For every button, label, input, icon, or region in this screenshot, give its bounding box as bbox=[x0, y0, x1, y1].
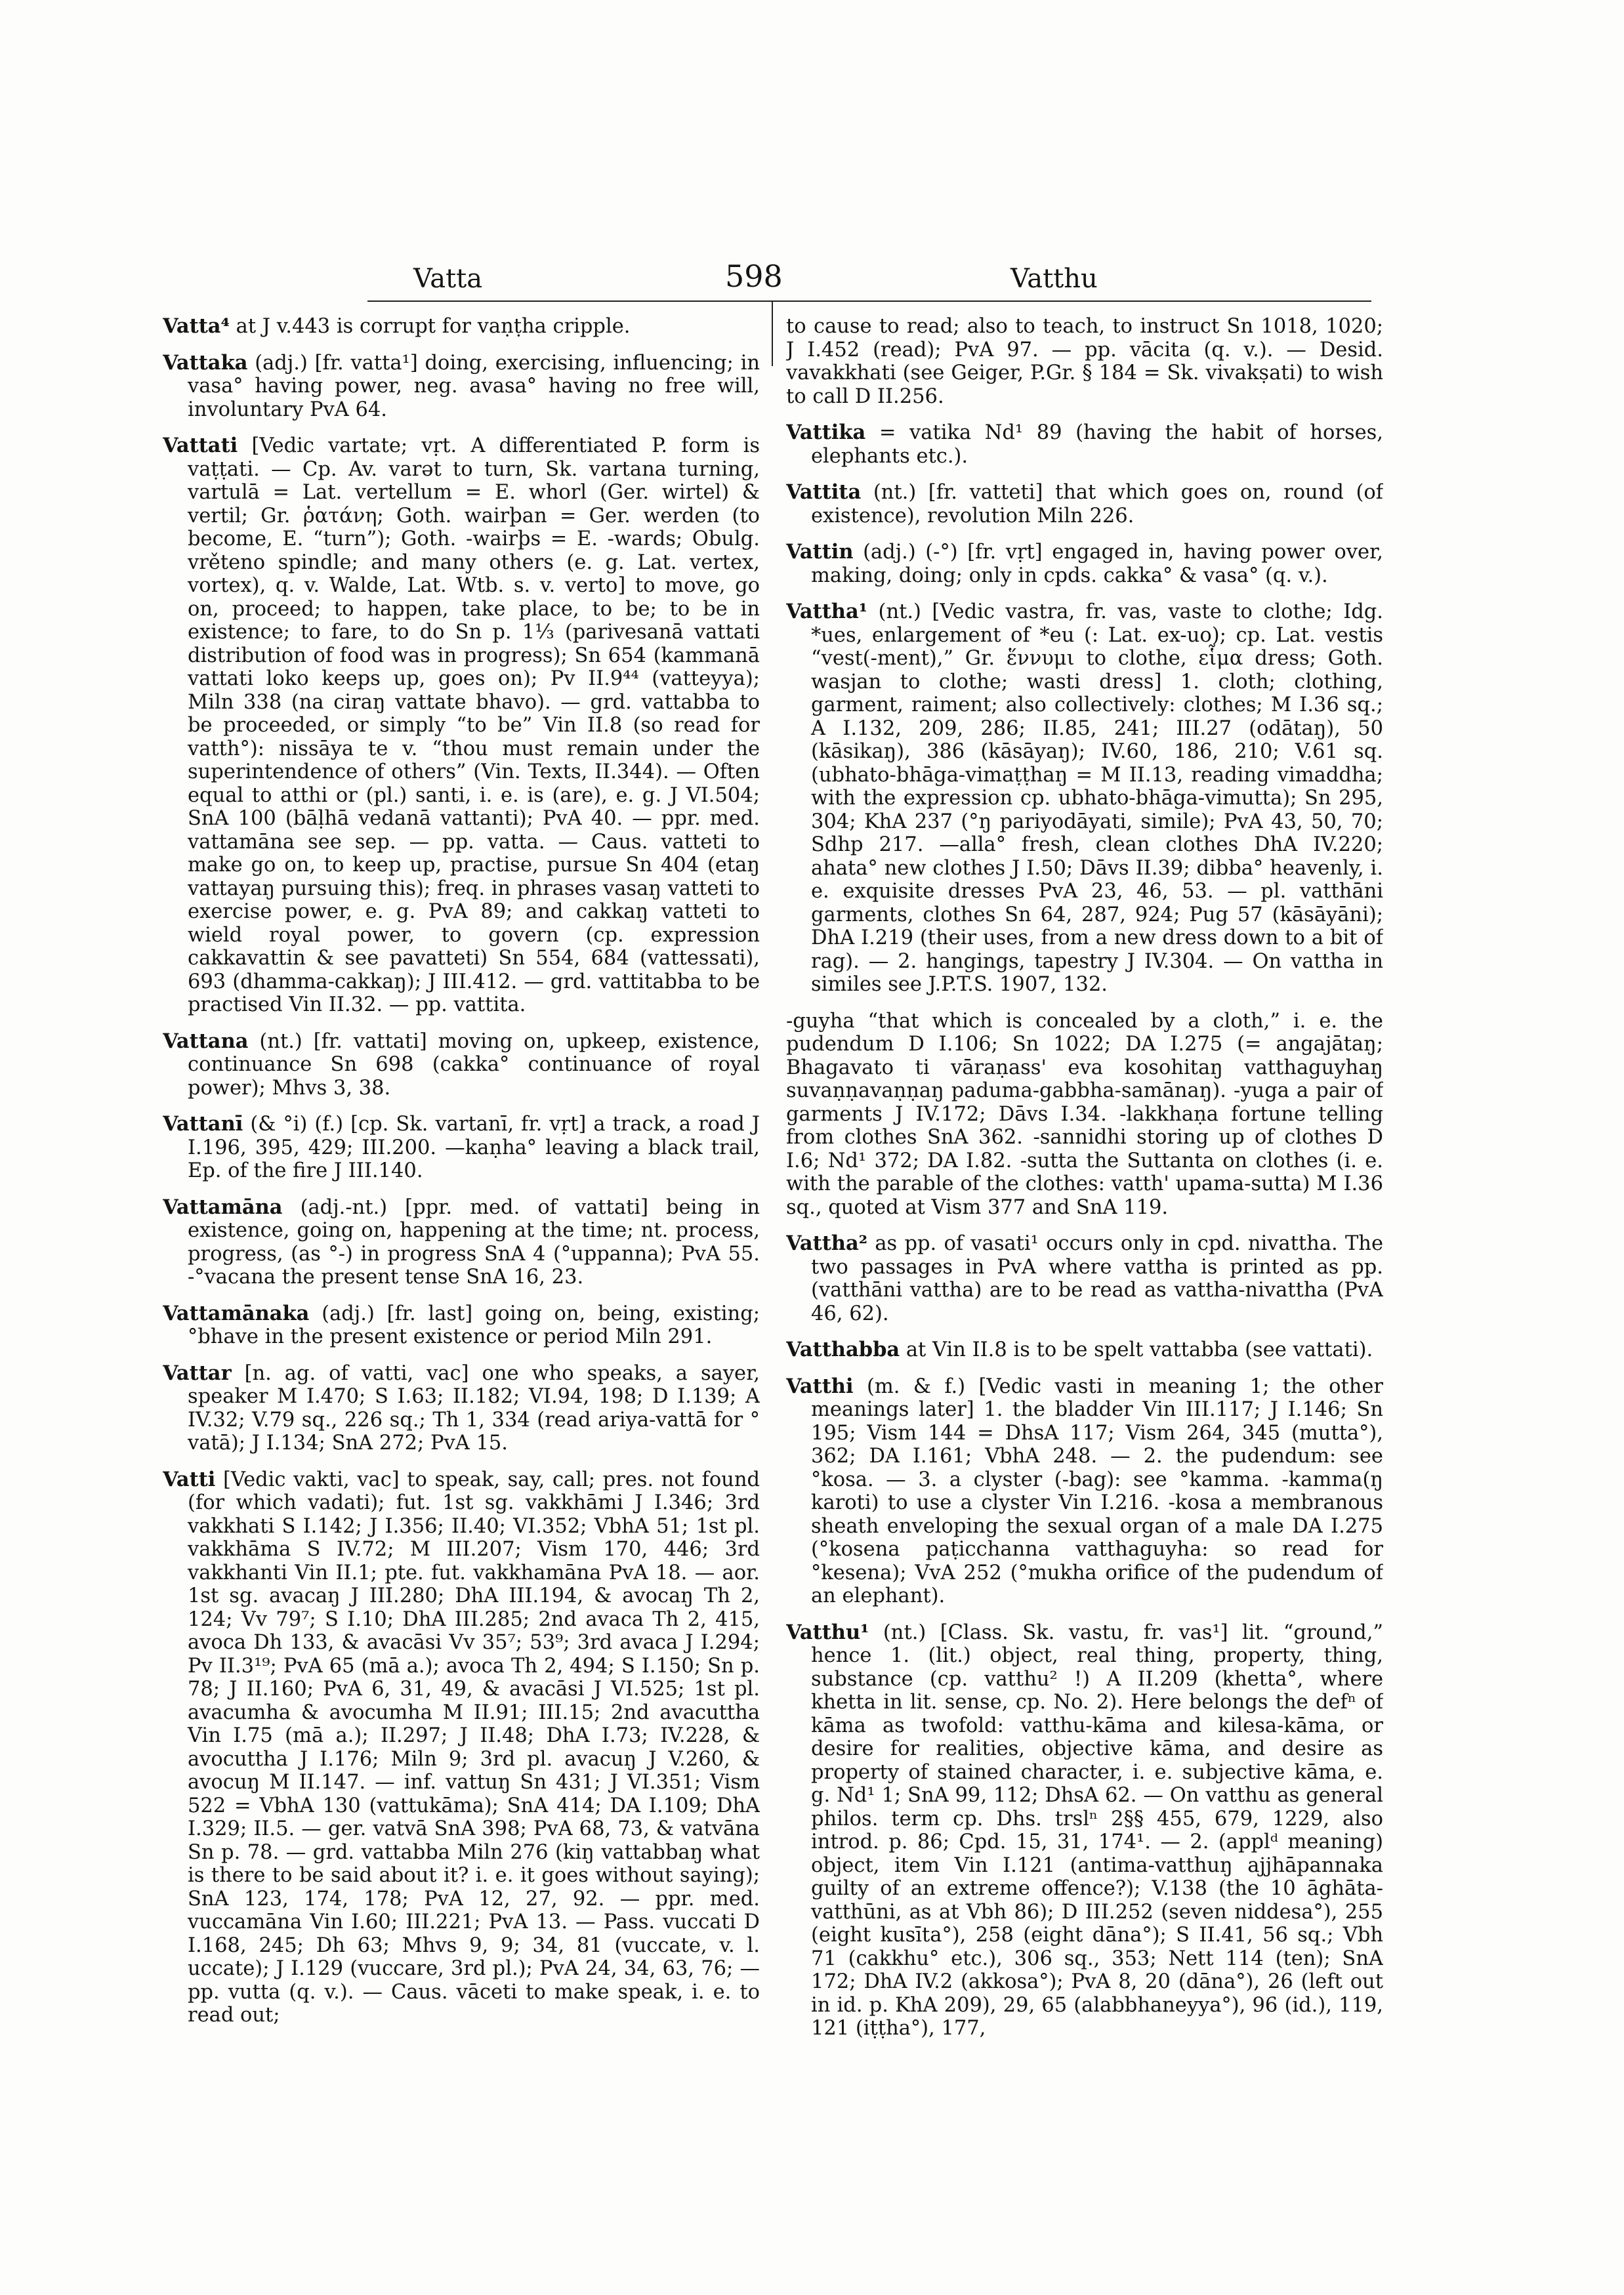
entry-text: -guyha “that which is concealed by a cloth,” i. e. the pudendum D I.106; Sn 1022; DA I.275 (= angajātaŋ; Bhagavato ti vāraṇass' eva kosohitaŋ vatthaguyhaŋ suvaṇṇavaṇṇaŋ paduma-gabbha-samānaŋ). -yuga a pair of garments J IV.172; Dāvs I.34. -lakkhaṇa fortune telling from clothes SnA 362. -sannidhi storing up of clothes D I.6; Nd¹ 372; DA I.82. -sutta the Suttanta on clothes (i. e. with the parable of the clothes: vatth' upama-sutta) M I.36 sq., quoted at Vism 377 and SnA 119. bbox=[786, 1009, 1383, 1219]
entry-text: (m. & f.) [Vedic vasti in meaning 1; the other meanings later] 1. the bladder Vin III.117; J I.146; Sn 195; Vism 144 = DhsA 117; Vism 264, 345 (mutta°), 362; DA I.161; VbhA 248. — 2. the pudendum: see °kosa. — 3. a clyster (-bag): see °kamma. -kamma(ŋ karoti) to use a clyster Vin I.216. -kosa a membranous sheath enveloping the sexual organ of a male DA I.275 (°kosena paṭicchanna vatthaguyha: so read for °kesena); VvA 252 (°mukha orifice of the pudendum of an elephant). bbox=[811, 1375, 1383, 1607]
dictionary-entry bbox=[163, 1468, 760, 2027]
running-head bbox=[367, 257, 1371, 297]
entry-text: (nt.) [fr. vatteti] that which goes on, round (of existence), revolution Miln 226. bbox=[811, 481, 1383, 527]
entry-text: (& °i) (f.) [cp. Sk. vartanī, fr. vṛt] a track, a road J I.196, 395, 429; III.200. —kaṇha° leaving a black trail, Ep. of the fire J III.140. bbox=[188, 1113, 760, 1182]
entry-text: (nt.) [fr. vattati] moving on, upkeep, existence, continuance Sn 698 (cakka° continuance of royal power); Mhvs 3, 38. bbox=[188, 1029, 760, 1100]
entry-text: = vatika Nd¹ 89 (having the habit of horses, elephants etc.). bbox=[811, 421, 1383, 468]
running-head-right: Vatthu bbox=[1010, 264, 1098, 294]
dictionary-entry bbox=[786, 600, 1383, 997]
entry-text: (adj.-nt.) [ppr. med. of vattati] being in existence, going on, happening at the time; nt. process, progress, (as °-) in progress SnA 4 (°uppanna); PvA 55. -°vacana the present tense SnA 16, 23. bbox=[188, 1195, 760, 1289]
right-column bbox=[786, 315, 1383, 2250]
entry-headword: Vattamāna bbox=[163, 1195, 283, 1219]
entry-headword: Vattamānaka bbox=[163, 1301, 310, 1325]
entry-headword: Vattana bbox=[163, 1029, 249, 1053]
entry-text: at J v.443 is corrupt for vaṇṭha cripple. bbox=[229, 315, 631, 338]
entry-text: (nt.) [Class. Sk. vastu, fr. vas¹] lit. “ground,” hence 1. (lit.) object, real thing, property, thing, substance (cp. vatthu² !) A II.209 (khetta°, where khetta in lit. sense, cp. No. 2). Here belongs the defⁿ of kāma as twofold: vatthu-kāma and kilesa-kāma, or desire for realities, objective kāma, and desire as property of stained character, i. e. subjective kāma, e. g. Nd¹ 1; SnA 99, 112; DhsA 62. — On vatthu as general philos. term cp. Dhs. trslⁿ 2§§ 455, 679, 1229, also introd. p. 86; Cpd. 15, 31, 174¹. — 2. (applᵈ meaning) object, item Vin I.121 (antima-vatthuŋ ajjhāpannaka guilty of an extreme offence?); V.138 (the 10 āghāta-vatthūni, as at Vbh 86); D III.252 (seven niddesa°), 255 (eight kusīta°), 258 (eight dāna°); S II.41, 56 sq.; Vbh 71 (cakkhu° etc.), 306 sq., 353; Nett 114 (ten); SnA 172; DhA IV.2 (akkosa°); PvA 8, 20 (dāna°), 26 (left out in id. p. KhA 209), 29, 65 (alabbhaneyya°), 96 (id.), 119, 121 (iṭṭha°), 177, bbox=[811, 1621, 1383, 2040]
entry-headword: Vattaka bbox=[163, 350, 248, 375]
entry-headword: Vattha¹ bbox=[786, 600, 868, 623]
entry-text: at Vin II.8 is to be spelt vattabba (see vattati). bbox=[900, 1338, 1373, 1361]
entry-text: (nt.) [Vedic vastra, fr. vas, vaste to clothe; Idg. *ues, enlargement of *eu (: Lat. ex-uo); cp. Lat. vestis “vest(-ment),” Gr. ἕννυμι to clothe, εἷμα dress; Goth. wasjan to clothe; wasti dress] 1. cloth; clothing, garment, raiment; also collectively: clothes; M I.36 sq.; A I.132, 209, 286; II.85, 241; III.27 (odātaŋ), 50 (kāsikaŋ), 386 (kāsāyaŋ); IV.60, 186, 210; V.61 sq. (ubhato-bhāga-vimaṭṭhaŋ = M II.13, reading vimaddha; with the expression cp. ubhato-bhāga-vimutta); Sn 295, 304; KhA 237 (°ŋ pariyodāyati, simile); PvA 43, 50, 70; Sdhp 217. —alla° fresh, clean clothes DhA IV.220; ahata° new clothes J I.50; Dāvs II.39; dibba° heavenly, i. e. exquisite dresses PvA 23, 46, 53. — pl. vatthāni garments, clothes Sn 64, 287, 924; Pug 57 (kāsāyāni); DhA I.219 (their uses, from a new dress down to a bit of rag). — 2. hangings, tapestry J IV.304. — On vattha in similes see J.P.T.S. 1907, 132. bbox=[811, 600, 1383, 996]
entry-headword: Vattha² bbox=[786, 1231, 868, 1255]
dictionary-entry bbox=[163, 1113, 760, 1183]
left-column bbox=[163, 315, 760, 2250]
entry-headword: Vatthabba bbox=[786, 1338, 900, 1361]
dictionary-entry bbox=[163, 315, 760, 339]
entry-text: to cause to read; also to teach, to instruct Sn 1018, 1020; J I.452 (read); PvA 97. — pp. vācita (q. v.). — Desid. vavakkhati (see Geiger, P.Gr. § 184 = Sk. vivakṣati) to wish to call D II.256. bbox=[786, 315, 1383, 408]
entry-text: as pp. of vasati¹ occurs only in cpd. nivattha. The two passages in PvA where vattha is printed as pp. (vatthāni vattha) are to be read as vattha-nivattha (PvA 46, 62). bbox=[811, 1232, 1383, 1325]
dictionary-entry bbox=[163, 1030, 760, 1100]
dictionary-entry bbox=[163, 1196, 760, 1289]
entry-text: [n. ag. of vatti, vac] one who speaks, a sayer, speaker M I.470; S I.63; II.182; VI.94, 198; D I.139; A IV.32; V.79 sq., 226 sq.; Th 1, 334 (read ariya-vattā for ° vatā); J I.134; SnA 272; PvA 15. bbox=[188, 1361, 760, 1455]
dictionary-entry bbox=[163, 1302, 760, 1349]
entry-headword: Vatti bbox=[163, 1467, 216, 1491]
entry-headword: Vattati bbox=[163, 434, 238, 457]
entry-headword: Vatthu¹ bbox=[786, 1620, 869, 1644]
dictionary-entry bbox=[786, 1621, 1383, 2040]
dictionary-entry bbox=[786, 315, 1383, 408]
dictionary-entry bbox=[786, 421, 1383, 468]
running-head-left: Vatta bbox=[413, 264, 483, 294]
entry-text: (adj.) [fr. vatta¹] doing, exercising, influencing; in vasa° having power, neg. avasa° having no free will, involuntary PvA 64. bbox=[188, 351, 760, 421]
dictionary-entry bbox=[786, 541, 1383, 587]
entry-text: [Vedic vakti, vac] to speak, say, call; pres. not found (for which vadati); fut. 1st sg. vakkhāmi J I.346; 3rd vakkhati S I.142; J I.356; II.40; VI.352; VbhA 51; 1st pl. vakkhāma S IV.72; M III.207; Vism 170, 446; 3rd vakkhanti Vin II.1; pte. fut. vakkhamāna PvA 18. — aor. 1st sg. avacaŋ J III.280; DhA III.194, & avocaŋ Th 2, 124; Vv 79⁷; S I.10; DhA III.285; 2nd avaca Th 2, 415, avoca Dh 133, & avacāsi Vv 35⁷; 53⁹; 3rd avaca J I.294; Pv II.3¹⁹; PvA 65 (mā a.); avoca Th 2, 494; S I.150; Sn p. 78; J II.160; PvA 6, 31, 49, & avacāsi J VI.525; 1st pl. avacumha & avocumha M II.91; III.15; 2nd avacuttha Vin I.75 (mā a.); II.297; J II.48; DhA I.73; IV.228, & avocuttha J I.176; Miln 9; 3rd pl. avacuŋ J V.260, & avocuŋ M II.147. — inf. vattuŋ Sn 431; J VI.351; Vism 522 = VbhA 130 (vattukāma); SnA 414; DA I.109; DhA I.329; II.5. — ger. vatvā SnA 398; PvA 68, 73, & vatvāna Sn p. 78. — grd. vattabba Miln 276 (kiŋ vattabbaŋ what is there to be said about it? i. e. it goes without saying); SnA 123, 174, 178; PvA 12, 27, 92. — ppr. med. vuccamāna Vin I.60; III.221; PvA 13. — Pass. vuccati D I.168, 245; Dh 63; Mhvs 9, 9; 34, 81 (vuccate, v. l. uccate); J I.129 (vuccare, 3rd pl.); PvA 24, 34, 63, 76; — pp. vutta (q. v.). — Caus. vāceti to make speak, i. e. to read out; bbox=[188, 1468, 760, 2027]
page-number: 598 bbox=[725, 258, 783, 294]
dictionary-entry bbox=[786, 481, 1383, 527]
entry-headword: Vattin bbox=[786, 540, 854, 564]
entry-headword: Vattika bbox=[786, 421, 866, 444]
entry-headword: Vattita bbox=[786, 480, 862, 504]
entry-headword: Vatta⁴ bbox=[163, 315, 230, 338]
entry-text: (adj.) [fr. last] going on, being, existing; °bhave in the present existence or period Miln 291. bbox=[188, 1302, 760, 1348]
column-divider bbox=[772, 300, 773, 366]
dictionary-entry bbox=[163, 434, 760, 1017]
dictionary-entry bbox=[786, 1375, 1383, 1608]
header-rule bbox=[367, 300, 1371, 302]
dictionary-entry bbox=[786, 1338, 1383, 1362]
dictionary-entry bbox=[786, 1010, 1383, 1220]
entry-headword: Vattanī bbox=[163, 1112, 243, 1136]
dictionary-entry bbox=[786, 1232, 1383, 1325]
entry-text: (adj.) (-°) [fr. vṛt] engaged in, having power over, making, doing; only in cpds. cakka° & vasa° (q. v.). bbox=[811, 541, 1383, 587]
entry-headword: Vatthi bbox=[786, 1374, 854, 1398]
dictionary-entry bbox=[163, 1362, 760, 1455]
dictionary-entry bbox=[163, 352, 760, 422]
entry-headword: Vattar bbox=[163, 1361, 232, 1385]
entry-text: [Vedic vartate; vṛt. A differentiated P. form is vaṭṭati. — Cp. Av. varǝt to turn, Sk. vartana turning, vartulā = Lat. vertellum = E. whorl (Ger. wirtel) & vertil; Gr. ῥατάνη; Goth. wairþan = Ger. werden (to become, E. “turn”); Goth. -wairþs = E. -wards; Obulg. vrěteno spindle; and many others (e. g. Lat. vertex, vortex), q. v. Walde, Lat. Wtb. s. v. verto] to move, go on, proceed; to happen, take place, to be; to be in existence; to fare, to do Sn p. 1⅓ (parivesanā vattati distribution of food was in progress); Sn 654 (kammanā vattati loko keeps up, goes on); Pv II.9⁴⁴ (vatteyya); Miln 338 (na ciraŋ vattate bhavo). — grd. vattabba to be proceeded, or simply “to be” Vin II.8 (so read for vatth°): nissāya te v. “thou must remain under the superintendence of others” (Vin. Texts, II.344). — Often equal to atthi or (pl.) santi, i. e. is (are), e. g. J VI.504; SnA 100 (bāḷhā vedanā vattanti); PvA 40. — ppr. med. vattamāna see sep. — pp. vatta. — Caus. vatteti to make go on, to keep up, practise, pursue Sn 404 (etaŋ vattayaŋ pursuing this); freq. in phrases vasaŋ vatteti to exercise power, e. g. PvA 89; and cakkaŋ vatteti to wield royal power, to govern (cp. expression cakkavattin & see pavatteti) Sn 554, 684 (vattessati), 693 (dhamma-cakkaŋ); J III.412. — grd. vattitabba to be practised Vin II.32. — pp. vattita. bbox=[188, 434, 760, 1016]
